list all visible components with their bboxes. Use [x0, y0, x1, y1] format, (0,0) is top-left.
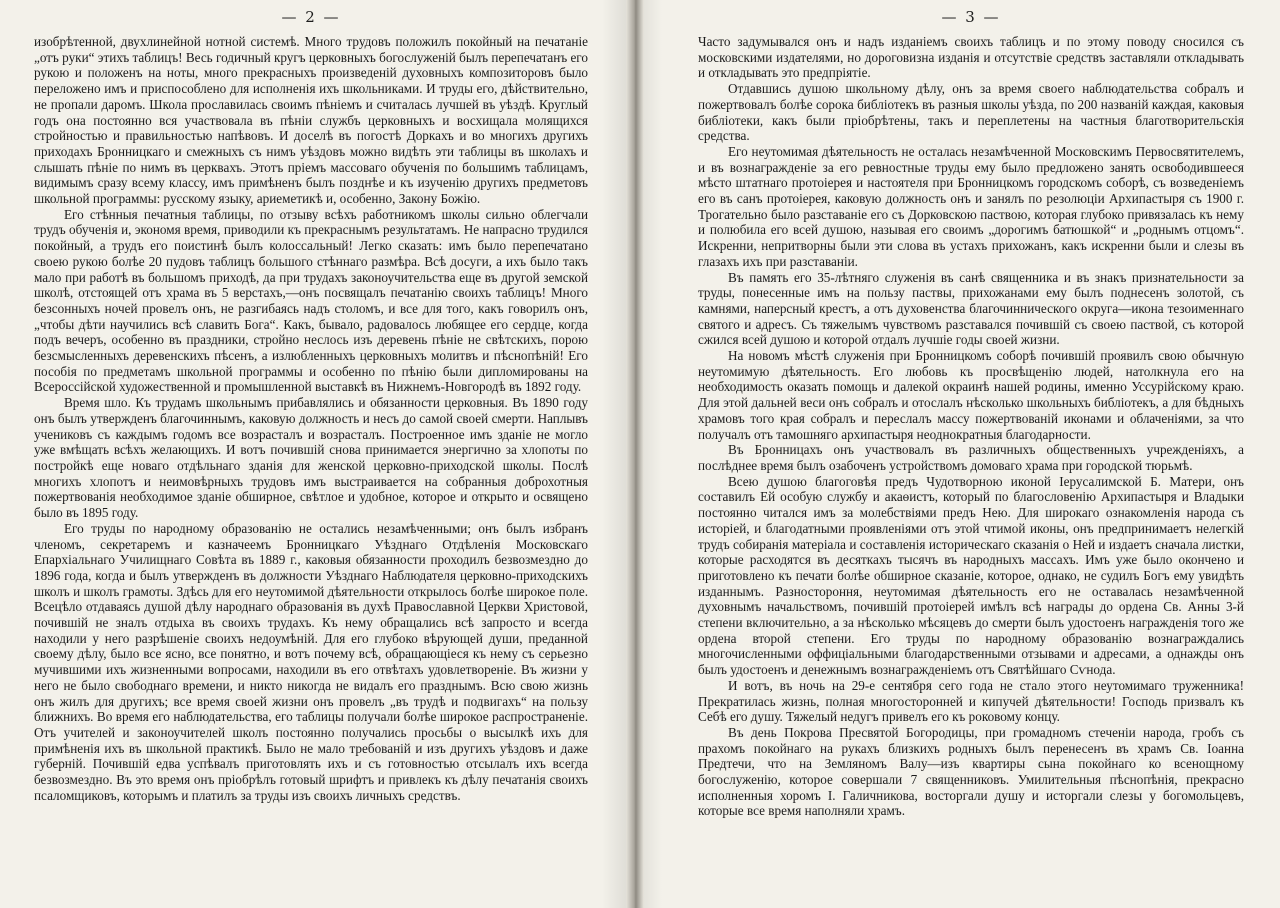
- paragraph: Его неутомимая дѣятельность не осталась незамѣченной Московскимъ Первосвятителемъ, и въ вознагражденіе за его ревностные труды ему было предложено занять освободившееся мѣсто штатнаго протоіерея и настоятеля при Бронницкомъ городскомъ соборѣ, съ возведеніемъ его въ санъ протоіерея, каковую должность онъ и занялъ по резолюціи Архипастыря съ 1900 г. Трогательно было разставаніе его съ Дорковскою паствою, которая глубоко привязалась къ нему и полюбила его всей душою, называя его своимъ „дорогимъ батюшкой“ и „роднымъ отцомъ“. Искренни, непритворны были эти слова въ устахъ прихожанъ, какъ искренни были и слезы въ глазахъ ихъ при разставаніи.: [698, 143, 1244, 269]
- left-page: [0, 0, 632, 908]
- paragraph: Въ день Покрова Пресвятой Богородицы, при громадномъ стеченіи народа, гробъ съ прахомъ покойнаго на рукахъ близкихъ родныхъ былъ перенесенъ въ храмъ Св. Іоанна Предтечи, что на Земляномъ Валу—изъ квартиры сына покойнаго ко всенощному богослуженію, которое совершали 7 священниковъ. Умилительныя пѣснопѣнія, прекрасно исполненныя хоромъ І. Галичникова, восторгали душу и исторгали слезы у богомольцевъ, которые все время наполняли храмъ.: [698, 724, 1244, 819]
- page-number-left: — 2 —: [281, 8, 341, 26]
- book-gutter: [626, 0, 644, 908]
- paragraph: Его стѣнныя печатныя таблицы, по отзыву всѣхъ работникомъ школы сильно облегчали трудъ обученія и, экономя время, приводили къ прекраснымъ результатамъ. Не напрасно трудился покойный, а трудъ его поистинѣ былъ колоссальный! Легко сказать: имъ было перепечатано своею рукою болѣе 20 пудовъ таблицъ большого стѣннаго размѣра. Всѣ досуги, а ихъ было такъ мало при работѣ въ большомъ приходѣ, да при трудахъ законоучительства еще въ другой земской школѣ, отстоящей отъ храма въ 5 верстахъ,—онъ посвящалъ печатанію своихъ таблицъ! Много безсонныхъ ночей провелъ онъ, не разгибаясь надъ столомъ, и все для того, какъ говорилъ онъ, „чтобы дѣти научились всѣ славить Бога“. Какъ, бывало, радовалось любящее его сердце, когда подъ вечеръ, особенно въ праздники, стройно неслось изъ деревень пѣніе не свѣтскихъ, порою безсмысленныхъ деревенскихъ пѣсенъ, а излюбленныхъ церковныхъ молитвъ и пѣснопѣній! Его пособія по предметамъ школьной программы и особенно по пѣнію были дипломированы на Всероссійской художественной и промышленной выставкѣ въ Нижнемъ-Новгородѣ въ 1892 году.: [34, 206, 588, 395]
- paragraph: Въ Бронницахъ онъ участвовалъ въ различныхъ общественныхъ учрежденіяхъ, а послѣднее время былъ озабоченъ устройствомъ домоваго храма при городской тюрьмѣ.: [698, 442, 1244, 473]
- right-page: [632, 0, 1280, 908]
- right-page-text: [698, 34, 1244, 819]
- paragraph: изобрѣтенной, двухлинейной нотной системѣ. Много трудовъ положилъ покойный на печатаніе „отъ руки“ этихъ таблицъ! Весь годичный кругъ церковныхъ богослуженій былъ перепечатанъ его рукою и положенъ на ноты, много прекрасныхъ произведеній духовныхъ композиторовъ было переложено имъ и приспособлено для исполненія ихъ школьниками. И труды его, дѣйствительно, не пропали даромъ. Школа прославилась своимъ пѣніемъ и считалась лучшей въ уѣздѣ. Круглый годъ она постоянно вся участвовала въ пѣніи службъ церковныхъ и восхищала молящихся стройностью и правильностью напѣвовъ. И доселѣ въ погостѣ Доркахъ и во многихъ другихъ приходахъ Бронницкаго и смежныхъ съ нимъ уѣздовъ можно видѣть эти таблицы въ школахъ и слышать пѣніе по нимъ въ церквахъ. Этотъ пріемъ массоваго обученія по большимъ таблицамъ, видимымъ сразу всему классу, имъ примѣненъ былъ позднѣе и къ изученію другихъ предметовъ школьной программы: русскому языку, ариеметикѣ и, особенно, Закону Божію.: [34, 34, 588, 207]
- paragraph: Часто задумывался онъ и надъ изданіемъ своихъ таблицъ и по этому поводу сносился съ московскими издателями, но дороговизна изданія и отсутствіе средствъ заставляли откладывать и откладывать это предпріятіе.: [698, 34, 1244, 81]
- left-page-text: [34, 34, 588, 803]
- paragraph: Отдавшись душою школьному дѣлу, онъ за время своего наблюдательства собралъ и пожертвовалъ болѣе сорока библіотекъ въ разныя школы уѣзда, по 200 названій каждая, каковыя библіотеки, какъ были пріобрѣтены, такъ и переплетены на частныя благотворительскія средства.: [698, 81, 1244, 144]
- paragraph: Въ память его 35-лѣтняго служенія въ санѣ священника и въ знакъ признательности за труды, понесенные имъ на пользу паствы, прихожанами ему былъ поднесенъ золотой, съ камнями, наперсный крестъ, а отъ духовенства благочиннического округа—икона тезоименнаго святого и адресъ. Съ тяжелымъ чувствомъ разставался почившій съ своею паствой, съ которой сжился всей душою и которой отдалъ лучшіе годы своей жизни.: [698, 269, 1244, 348]
- paragraph: Его труды по народному образованію не остались незамѣченными; онъ былъ избранъ членомъ, секретаремъ и казначеемъ Бронницкаго Уѣзднаго Отдѣленія Московскаго Епархіальнаго Училищнаго Совѣта въ 1889 г., каковыя обязанности проходилъ безвозмездно до 1896 года, когда и былъ утвержденъ въ должности Уѣзднаго Наблюдателя церковно-приходскихъ школъ и школъ грамоты. Здѣсь для его неутомимой дѣятельности открылось болѣе широкое поле. Всецѣло отдаваясь душой дѣлу народнаго образованія въ духѣ Православной Церкви Христовой, почившій не зналъ отдыха въ своихъ трудахъ. Къ нему обращались всѣ запросто и всегда находили у него разрѣшеніе своихъ недоумѣній. Для его глубоко вѣрующей души, преданной своему дѣлу, было все ясно, все понятно, и вотъ почему всѣ, обращающіеся къ нему съ серьезно мучившими ихъ жизненными вопросами, находили въ его отвѣтахъ удовлетвореніе. Въ жизни у него не было свободнаго времени, и никто никогда не видалъ его празднымъ. Всю свою жизнь онъ жилъ для другихъ; все время своей жизни онъ провелъ „въ трудѣ и подвигахъ“ на пользу ближнихъ. Во время его наблюдательства, его таблицы получали болѣе широкое распространеніе. Отъ учителей и законоучителей школъ постоянно получались просьбы о высылкѣ ихъ для примѣненія ихъ въ школьной практикѣ. Было не мало требованій и изъ другихъ уѣздовъ и даже губерній. Почившій едва успѣвалъ приготовлять ихъ и съ готовностью отсылалъ ихъ всегда безвозмездно. Въ это время онъ пріобрѣлъ готовый шрифтъ и привлекъ къ дѣлу печатанія своихъ псаломщиковъ, которымъ и платилъ за труды изъ своихъ личныхъ средствъ.: [34, 520, 588, 803]
- paragraph: Время шло. Къ трудамъ школьнымъ прибавлялись и обязанности церковныя. Въ 1890 году онъ былъ утвержденъ благочиннымъ, каковую должность и несъ до самой своей смерти. Наплывъ учениковъ съ каждымъ годомъ все возрасталъ и возрасталъ. Построенное имъ зданіе не могло уже вмѣщать всѣхъ желающихъ. И вотъ почившій снова принимается энергично за хлопоты по постройкѣ еще новаго отдѣльнаго зданія для женской церковно-приходской школы. Послѣ многихъ хлопотъ и неимовѣрныхъ трудовъ имъ выстраивается на собранныя доброхотныя пожертвованія необходимое зданіе обширное, свѣтлое и удобное, которое и открыто и освящено было въ 1895 году.: [34, 395, 588, 521]
- paragraph: На новомъ мѣстѣ служенія при Бронницкомъ соборѣ почившій проявилъ свою обычную неутомимую дѣятельность. Его любовь къ просвѣщенію людей, натолкнула его на необходимость оказать помощь и далекой окраинѣ нашей родины, именно Уссурійскому краю. Для этой дальней веси онъ собралъ и отослалъ нѣсколько школьныхъ библіотекъ, а для бѣдныхъ храмовъ того края собралъ и переслалъ массу пожертвованій иконами и облаченіями, за что получалъ отъ тамошняго архипастыря неоднократныя благодарности.: [698, 348, 1244, 442]
- paragraph: И вотъ, въ ночь на 29-е сентября сего года не стало этого неутомимаго труженника! Прекратилась жизнь, полная многосторонней и кипучей дѣятельности! Господь призвалъ къ Себѣ его душу. Тяжелый недугъ привелъ его къ роковому концу.: [698, 677, 1244, 725]
- page-number-right: — 3 —: [941, 8, 1001, 26]
- paragraph: Всею душою благоговѣя предъ Чудотворною иконой Іерусалимской Б. Матери, онъ составилъ Ей особую службу и акаѳистъ, который по благословенію Архипастыря и Владыки постоянно читался имъ за молебствіями предъ Нею. Для широкаго ознакомленія народа съ исторіей, и благодатными проявленіями отъ этой чтимой иконы, онъ предпринимаетъ нелегкій трудъ собиранія матеріала и составленія историческаго сказанія о Ней и издаетъ сначала листки, которые расходятся въ десяткахъ тысячъ въ народныхъ массахъ. Имъ уже было окончено и приготовлено къ печати болѣе обширное сказаніе, которое, однако, не судилъ Богъ ему увидѣть изданнымъ. Разностороння, неутомимая дѣятельность его не оставалась незамѣченной духовнымъ начальствомъ, почившій протоіерей имѣлъ всѣ награды до ордена Св. Анны 3-й степени включительно, а за нѣсколько мѣсяцевъ до смерти былъ удостоенъ награжденія того же ордена второй степени. Его труды по народному образованію вознаграждались многочисленными оффиціальными благодарственными отзывами и адресами, а однажды онъ былъ удостоенъ и денежнымъ вознагражденіемъ отъ Святѣйшаго Сѵнода.: [698, 473, 1244, 678]
